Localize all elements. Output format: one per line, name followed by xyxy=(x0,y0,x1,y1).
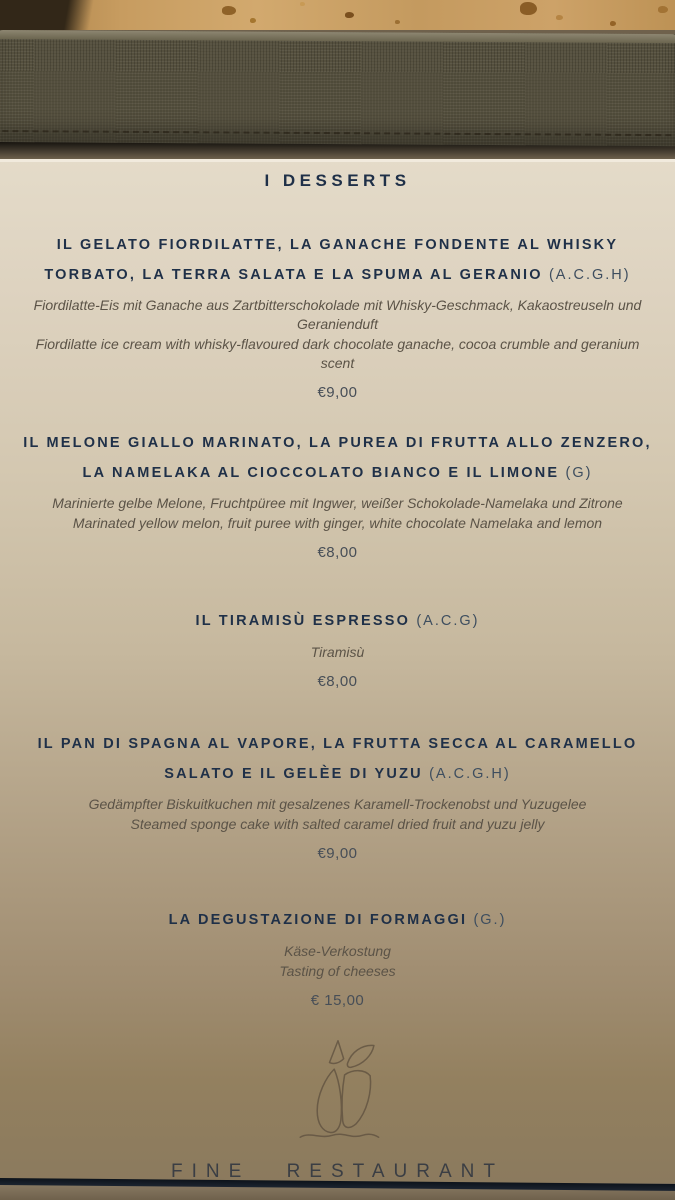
item-title-text: LA DEGUSTAZIONE DI FORMAGGI xyxy=(168,912,468,929)
item-allergens: (A.C.G.H) xyxy=(548,266,631,283)
item-title-text: IL GELATO FIORDILATTE, LA GANACHE FONDENTE AL WHISKY TORBATO, LA TERRA SALATA E LA SPUMA AL GERANIO xyxy=(44,237,619,283)
item-allergens: (G.) xyxy=(473,912,507,929)
restaurant-logo xyxy=(0,1037,675,1141)
item-title-text: IL MELONE GIALLO MARINATO, LA PUREA DI FRUTTA ALLO ZENZERO, LA NAMELAKA AL CIOCCOLATO BIANCO E IL LIMONE xyxy=(23,435,652,481)
menu-item-gelato-fiordilatte xyxy=(0,231,675,401)
item-title-text: IL PAN DI SPAGNA AL VAPORE, LA FRUTTA SECCA AL CARAMELLO SALATO E IL GELÈE DI YUZU xyxy=(37,735,638,782)
menu-item-degustazione-formaggi xyxy=(0,906,675,1009)
crumb xyxy=(610,21,616,26)
item-price: € 15,00 xyxy=(310,991,365,1009)
crumb xyxy=(395,20,400,24)
crumb xyxy=(250,18,256,23)
item-description-english: Tasting of cheeses xyxy=(279,962,396,979)
menu-cover-band xyxy=(0,30,675,146)
item-price: €9,00 xyxy=(317,384,358,401)
item-allergens: (A.C.G.H) xyxy=(429,765,511,782)
crumb xyxy=(520,2,537,15)
item-title-text: IL TIRAMISÙ ESPRESSO xyxy=(195,613,411,630)
item-title xyxy=(12,231,664,290)
dessert-section-title: I DESSERTS xyxy=(264,171,411,190)
crumb xyxy=(556,15,563,20)
tulip-flower-icon xyxy=(290,1037,386,1141)
item-title xyxy=(12,906,664,936)
menu-paper xyxy=(0,159,675,1183)
item-description-english: Steamed sponge cake with salted caramel dried fruit and yuzu jelly xyxy=(130,816,545,833)
item-price: €9,00 xyxy=(317,845,358,863)
menu-item-tiramisu-espresso xyxy=(0,607,675,690)
table-surface xyxy=(0,0,675,30)
item-description-german: Marinierte gelbe Melone, Fruchtpüree mit Ingwer, weißer Schokolade-Namelaka und Zitrone xyxy=(52,495,623,512)
crumb xyxy=(300,2,305,6)
item-description-german: Gedämpfter Biskuitkuchen mit gesalzenes Karamell-Trockenobst und Yuzugelee xyxy=(88,796,587,813)
crumb xyxy=(658,6,668,13)
crumb xyxy=(222,6,236,15)
item-price: €8,00 xyxy=(317,544,358,562)
band-stitch-line xyxy=(3,130,671,136)
crumb xyxy=(345,12,354,18)
item-description-german: Tiramisù xyxy=(310,643,365,660)
item-description-german: Fiordilatte-Eis mit Ganache aus Zartbitterschokolade mit Whisky-Geschmack, Kakaostreuseln und Geranienduft xyxy=(33,297,642,333)
menu-item-pan-di-spagna xyxy=(0,730,675,862)
item-allergens: (A.C.G) xyxy=(416,613,480,630)
band-piping xyxy=(0,30,675,43)
item-title xyxy=(12,607,664,637)
item-description-english: Fiordilatte ice cream with whisky-flavoured dark chocolate ganache, cocoa crumble and geranium scent xyxy=(35,336,640,372)
item-description-german: Käse-Verkostung xyxy=(284,942,391,959)
item-title xyxy=(18,730,658,789)
item-price: €8,00 xyxy=(317,672,358,690)
item-description-english: Marinated yellow melon, fruit puree with ginger, white chocolate Namelaka and lemon xyxy=(72,515,603,532)
table-corner-shadow xyxy=(0,0,120,30)
brand-name: FINE RESTAURANT xyxy=(171,1160,504,1182)
item-allergens: (G) xyxy=(565,464,593,481)
item-title xyxy=(12,429,664,488)
menu-item-melone-giallo xyxy=(0,429,675,561)
